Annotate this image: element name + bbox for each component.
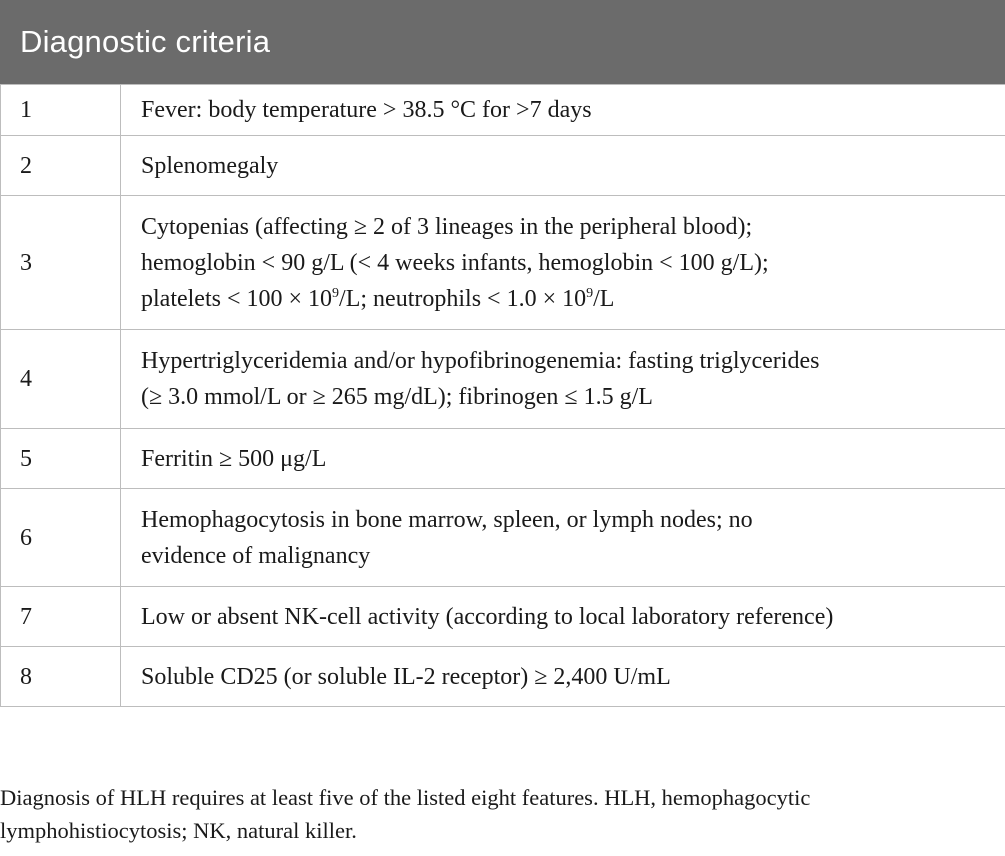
criterion-line [141, 281, 997, 317]
table-row [1, 587, 1005, 647]
criterion-line: (≥ 3.0 mmol/L or ≥ 265 mg/dL); fibrinogen ≤ 1.5 g/L [141, 384, 653, 410]
criterion-line: Soluble CD25 (or soluble IL-2 receptor) ≥ 2,400 U/mL [141, 663, 671, 690]
criterion-line: Splenomegaly [141, 152, 279, 179]
platelets-text: platelets < 100 × 10 [141, 285, 333, 312]
criterion-text [121, 587, 1005, 647]
superscript: 9 [586, 285, 594, 301]
criterion-line: Hypertriglyceridemia and/or hypofibrinogenemia: fasting triglycerides [141, 348, 820, 374]
criterion-line: Ferritin ≥ 500 μg/L [141, 445, 327, 472]
criterion-text [121, 330, 1005, 429]
criterion-text [121, 136, 1005, 196]
criterion-number: 2 [1, 136, 121, 196]
criterion-number: 5 [1, 429, 121, 489]
table-row [1, 489, 1005, 587]
criterion-number: 6 [1, 489, 121, 587]
criterion-number: 3 [1, 196, 121, 330]
criterion-line: evidence of malignancy [141, 542, 371, 569]
unit-text: /L [593, 285, 615, 312]
criterion-text [121, 647, 1005, 707]
footnote-line: lymphohistiocytosis; NK, natural killer. [0, 818, 357, 843]
neutrophils-text: /L; neutrophils < 1.0 × 10 [339, 285, 587, 312]
table-row [1, 136, 1005, 196]
table-row [1, 196, 1005, 330]
criterion-number: 7 [1, 587, 121, 647]
criterion-line: hemoglobin < 90 g/L (< 4 weeks infants, hemoglobin < 100 g/L); [141, 249, 769, 276]
criterion-line: Fever: body temperature > 38.5 °C for >7 days [141, 97, 592, 123]
table-footnote [0, 781, 1000, 847]
table-header: Diagnostic criteria [0, 0, 1005, 84]
criterion-line: Low or absent NK-cell activity (according to local laboratory reference) [141, 603, 834, 630]
criterion-number: 8 [1, 647, 121, 707]
criterion-line: Hemophagocytosis in bone marrow, spleen, or lymph nodes; no [141, 506, 753, 533]
criterion-number: 1 [1, 85, 121, 136]
criterion-text [121, 196, 1005, 330]
footnote-line: Diagnosis of HLH requires at least five of the listed eight features. HLH, hemophagocytic [0, 785, 811, 810]
criterion-number: 4 [1, 330, 121, 429]
table-row [1, 647, 1005, 707]
criteria-table-body [0, 84, 1005, 707]
criterion-text [121, 429, 1005, 489]
criterion-text [121, 85, 1005, 136]
table-row [1, 429, 1005, 489]
superscript: 9 [332, 285, 340, 301]
table-row [1, 85, 1005, 136]
table-row [1, 330, 1005, 429]
criterion-text [121, 489, 1005, 587]
criterion-line: Cytopenias (affecting ≥ 2 of 3 lineages in the peripheral blood); [141, 213, 753, 240]
